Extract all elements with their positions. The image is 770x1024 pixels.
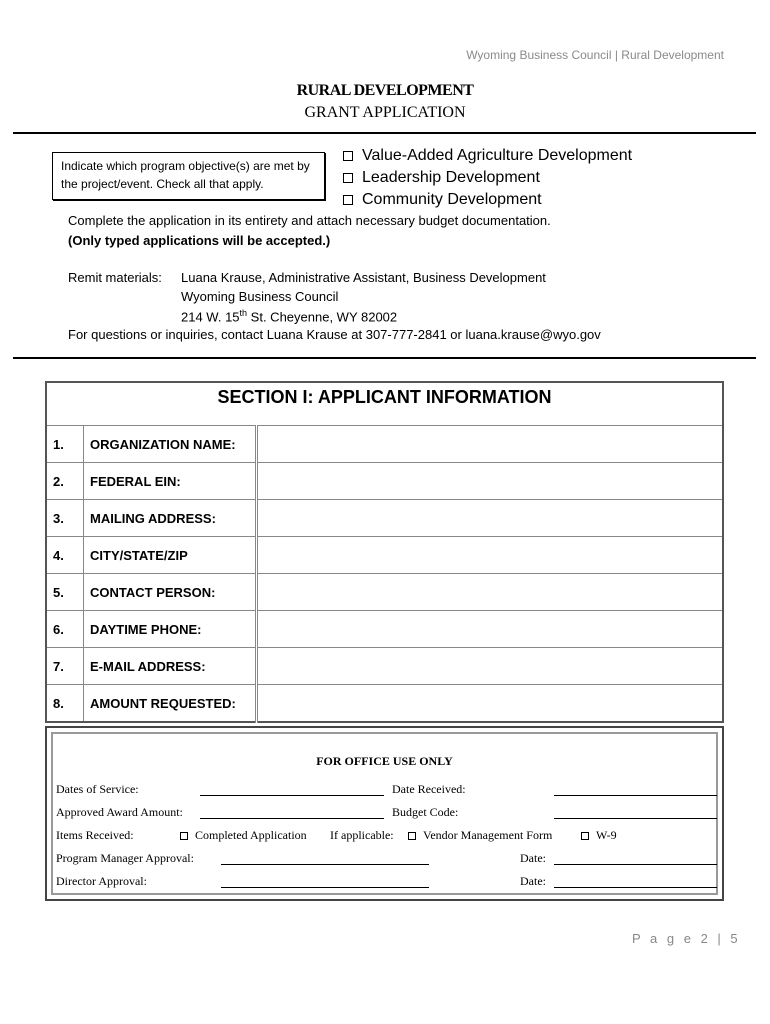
objective-option-leadership[interactable] <box>343 169 540 187</box>
completed-application-option[interactable]: Completed Application <box>180 828 307 843</box>
w9-option[interactable]: W-9 <box>581 828 617 843</box>
director-approval-field[interactable] <box>221 887 429 888</box>
pm-approval-field[interactable] <box>221 864 429 865</box>
dates-of-service-label: Dates of Service: <box>56 782 139 796</box>
row-label: ORGANIZATION NAME: <box>84 426 257 463</box>
row-number: 8. <box>46 685 84 723</box>
objective-instructions-text: Indicate which program objective(s) are met by the project/event. Check all that apply. <box>61 159 310 191</box>
table-row <box>46 648 723 685</box>
form-subtitle: GRANT APPLICATION <box>304 104 466 121</box>
checkbox-icon[interactable] <box>343 151 353 161</box>
header-note: Wyoming Business Council | Rural Development <box>466 48 724 62</box>
instructions-line: Complete the application in its entirety and attach necessary budget documentation. <box>68 213 551 228</box>
objective-option-community[interactable] <box>343 191 542 209</box>
director-date-label: Date: <box>520 874 546 888</box>
email-address-field[interactable] <box>257 648 724 685</box>
row-number: 2. <box>46 463 84 500</box>
remit-address: 214 W. 15th St. Cheyenne, WY 82002 <box>181 308 398 325</box>
city-state-zip-field[interactable] <box>257 537 724 574</box>
dates-of-service-field[interactable] <box>200 795 384 796</box>
checkbox-icon[interactable] <box>408 832 416 840</box>
checkbox-icon[interactable] <box>343 173 353 183</box>
objective-instructions-box <box>52 152 325 200</box>
vendor-form-option[interactable]: Vendor Management Form <box>408 828 552 843</box>
budget-code-label: Budget Code: <box>392 805 459 819</box>
row-label: CITY/STATE/ZIP <box>84 537 257 574</box>
date-received-label: Date Received: <box>392 782 466 796</box>
checkbox-icon[interactable] <box>343 195 353 205</box>
if-applicable-label: If applicable: <box>330 828 394 842</box>
items-received-label: Items Received: <box>56 828 134 842</box>
remit-name: Luana Krause, Administrative Assistant, Business Development <box>181 270 546 285</box>
table-row <box>46 537 723 574</box>
section-heading: SECTION I: APPLICANT INFORMATION <box>46 382 723 426</box>
applicant-info-table <box>45 381 724 723</box>
form-title: RURAL DEVELOPMENT <box>296 82 474 99</box>
objective-label: Leadership Development <box>362 169 540 186</box>
checkbox-icon[interactable] <box>180 832 188 840</box>
objective-label: Community Development <box>362 191 542 208</box>
amount-requested-field[interactable] <box>257 685 724 723</box>
pm-date-field[interactable] <box>554 864 717 865</box>
row-label: AMOUNT REQUESTED: <box>84 685 257 723</box>
remit-label: Remit materials: <box>68 270 162 285</box>
row-number: 7. <box>46 648 84 685</box>
row-label: E-MAIL ADDRESS: <box>84 648 257 685</box>
table-row <box>46 574 723 611</box>
table-row <box>46 611 723 648</box>
approved-award-field[interactable] <box>200 818 384 819</box>
mailing-address-field[interactable] <box>257 500 724 537</box>
page-number: P a g e 2 | 5 <box>632 931 741 946</box>
budget-code-field[interactable] <box>554 818 717 819</box>
table-row <box>46 426 723 463</box>
row-label: DAYTIME PHONE: <box>84 611 257 648</box>
table-row <box>46 500 723 537</box>
federal-ein-field[interactable] <box>257 463 724 500</box>
row-number: 3. <box>46 500 84 537</box>
row-number: 4. <box>46 537 84 574</box>
row-number: 5. <box>46 574 84 611</box>
row-number: 6. <box>46 611 84 648</box>
table-row <box>46 463 723 500</box>
row-number: 1. <box>46 426 84 463</box>
pm-date-label: Date: <box>520 851 546 865</box>
organization-name-field[interactable] <box>257 426 724 463</box>
date-received-field[interactable] <box>554 795 717 796</box>
typed-only-note: (Only typed applications will be accepted.) <box>68 233 331 248</box>
office-use-title: FOR OFFICE USE ONLY <box>316 754 453 768</box>
contact-line: For questions or inquiries, contact Luana Krause at 307-777-2841 or luana.krause@wyo.gov <box>68 327 601 342</box>
pm-approval-label: Program Manager Approval: <box>56 851 194 865</box>
remit-org: Wyoming Business Council <box>181 289 339 304</box>
director-date-field[interactable] <box>554 887 717 888</box>
objective-option-value-added[interactable] <box>343 147 632 165</box>
checkbox-icon[interactable] <box>581 832 589 840</box>
table-row <box>46 685 723 723</box>
objective-label: Value-Added Agriculture Development <box>362 147 633 164</box>
director-approval-label: Director Approval: <box>56 874 147 888</box>
row-label: MAILING ADDRESS: <box>84 500 257 537</box>
approved-award-label: Approved Award Amount: <box>56 805 183 819</box>
row-label: CONTACT PERSON: <box>84 574 257 611</box>
top-divider <box>13 132 756 134</box>
row-label: FEDERAL EIN: <box>84 463 257 500</box>
contact-person-field[interactable] <box>257 574 724 611</box>
daytime-phone-field[interactable] <box>257 611 724 648</box>
middle-divider <box>13 357 756 359</box>
